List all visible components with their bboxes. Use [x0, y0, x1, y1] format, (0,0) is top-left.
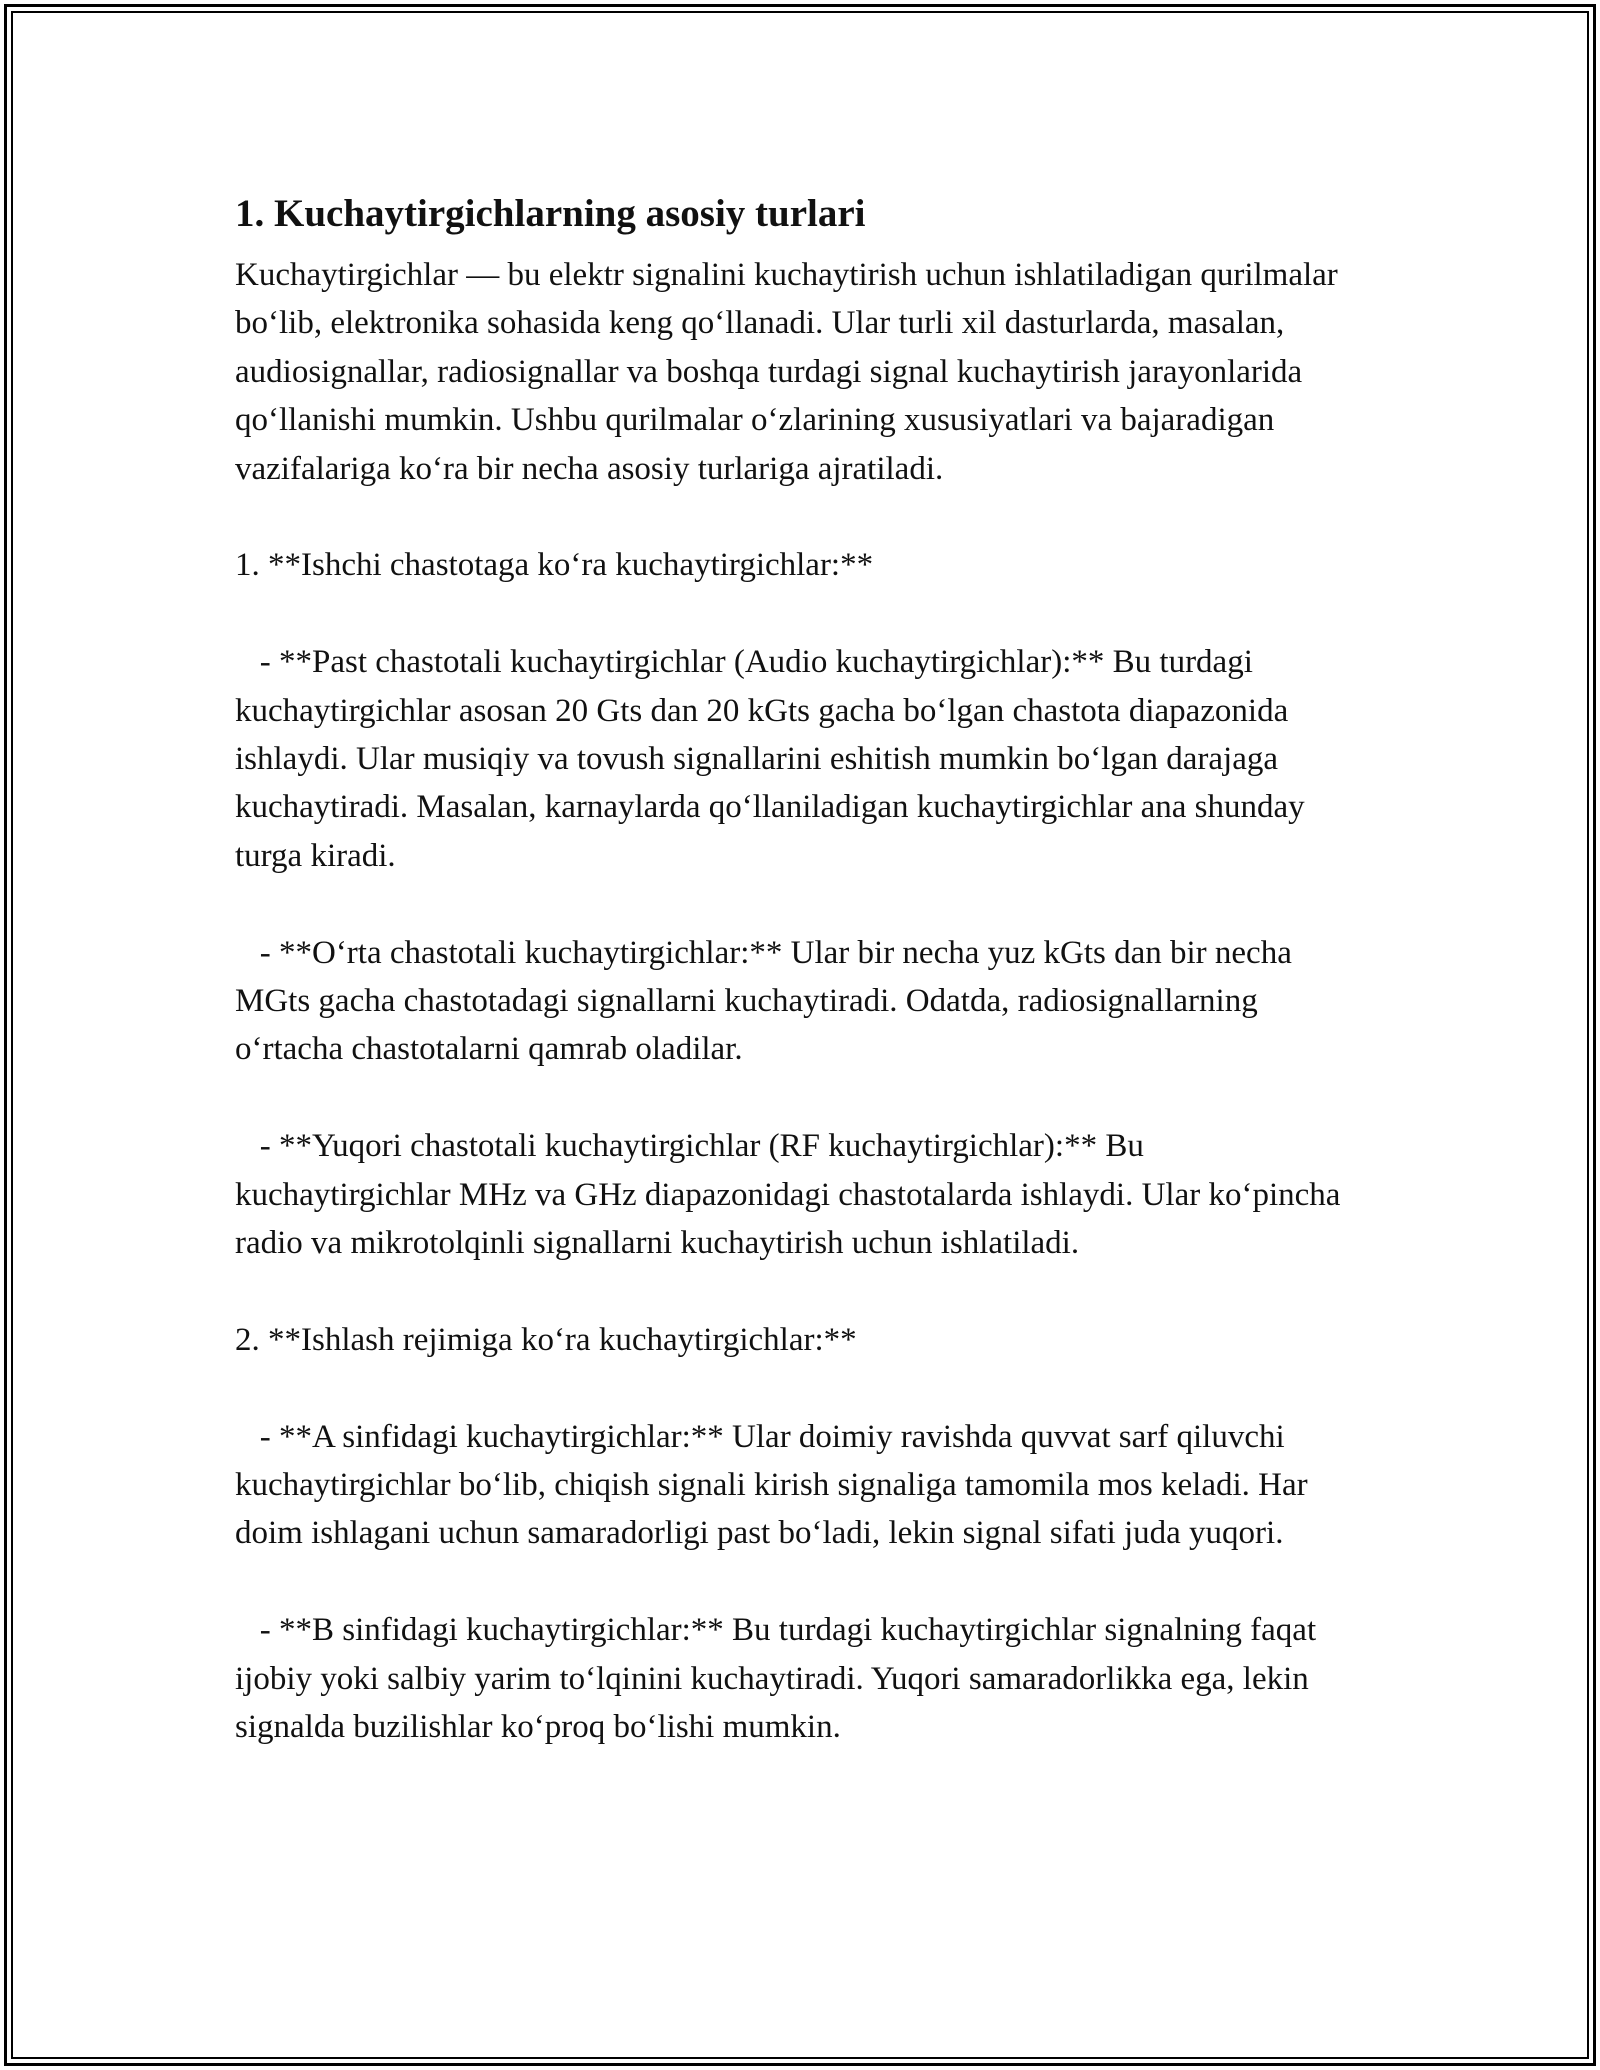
list-item-class-b: - **B sinfidagi kuchaytirgichlar:** Bu turdagi kuchaytirgichlar signalning faqat ijobiy yoki salbiy yarim to‘lqinini kuchaytiradi. Yuqori samaradorlikka ega, lekin signalda buzilishlar ko‘proq bo‘lishi mumkin.	[235, 1612, 1317, 1746]
subsection-title-mode: 2. **Ishlash rejimiga ko‘ra kuchaytirgichlar:**	[235, 1321, 857, 1358]
document-body	[235, 188, 1365, 1800]
list-item-high-frequency: - **Yuqori chastotali kuchaytirgichlar (RF kuchaytirgichlar):** Bu kuchaytirgichlar MHz va GHz diapazonidagi chastotalarda ishlaydi. Ular ko‘pincha radio va mikrotolqinli signallarni kuchaytirish uchun ishlatiladi.	[235, 1128, 1341, 1262]
intro-paragraph: Kuchaytirgichlar — bu elektr signalini kuchaytirish uchun ishlatiladigan qurilmalar bo‘lib, elektronika sohasida keng qo‘llanadi. Ular turli xil dasturlarda, masalan, audiosignallar, radiosignallar va boshqa turdagi signal kuchaytirish jarayonlarida qo‘llanishi mumkin. Ushbu qurilmalar o‘zlarining xususiyatlari va bajaradigan vazifalariga ko‘ra bir necha asosiy turlariga ajratiladi.	[235, 257, 1338, 487]
list-item-mid-frequency: - **O‘rta chastotali kuchaytirgichlar:** Ular bir necha yuz kGts dan bir necha MGts gacha chastotadagi signallarni kuchaytiradi. Odatda, radiosignallarning o‘rtacha chastotalarni qamrab oladilar.	[235, 934, 1292, 1068]
subsection-title-frequency: 1. **Ishchi chastotaga ko‘ra kuchaytirgichlar:**	[235, 547, 874, 584]
list-item-class-a: - **A sinfidagi kuchaytirgichlar:** Ular doimiy ravishda quvvat sarf qiluvchi kuchaytirgichlar bo‘lib, chiqish signali kirish signaliga tamomila mos keladi. Har doim ishlagani uchun samaradorligi past bo‘ladi, lekin signal sifati juda yuqori.	[235, 1418, 1308, 1552]
section-heading: 1. Kuchaytirgichlarning asosiy turlari	[235, 192, 866, 235]
list-item-low-frequency: - **Past chastotali kuchaytirgichlar (Audio kuchaytirgichlar):** Bu turdagi kuchaytirgichlar asosan 20 Gts dan 20 kGts gacha bo‘lgan chastota diapazonida ishlaydi. Ular musiqiy va tovush signallarini eshitish mumkin bo‘lgan darajaga kuchaytiradi. Masalan, karnaylarda qo‘llaniladigan kuchaytirgichlar ana shunday turga kiradi.	[235, 644, 1305, 874]
